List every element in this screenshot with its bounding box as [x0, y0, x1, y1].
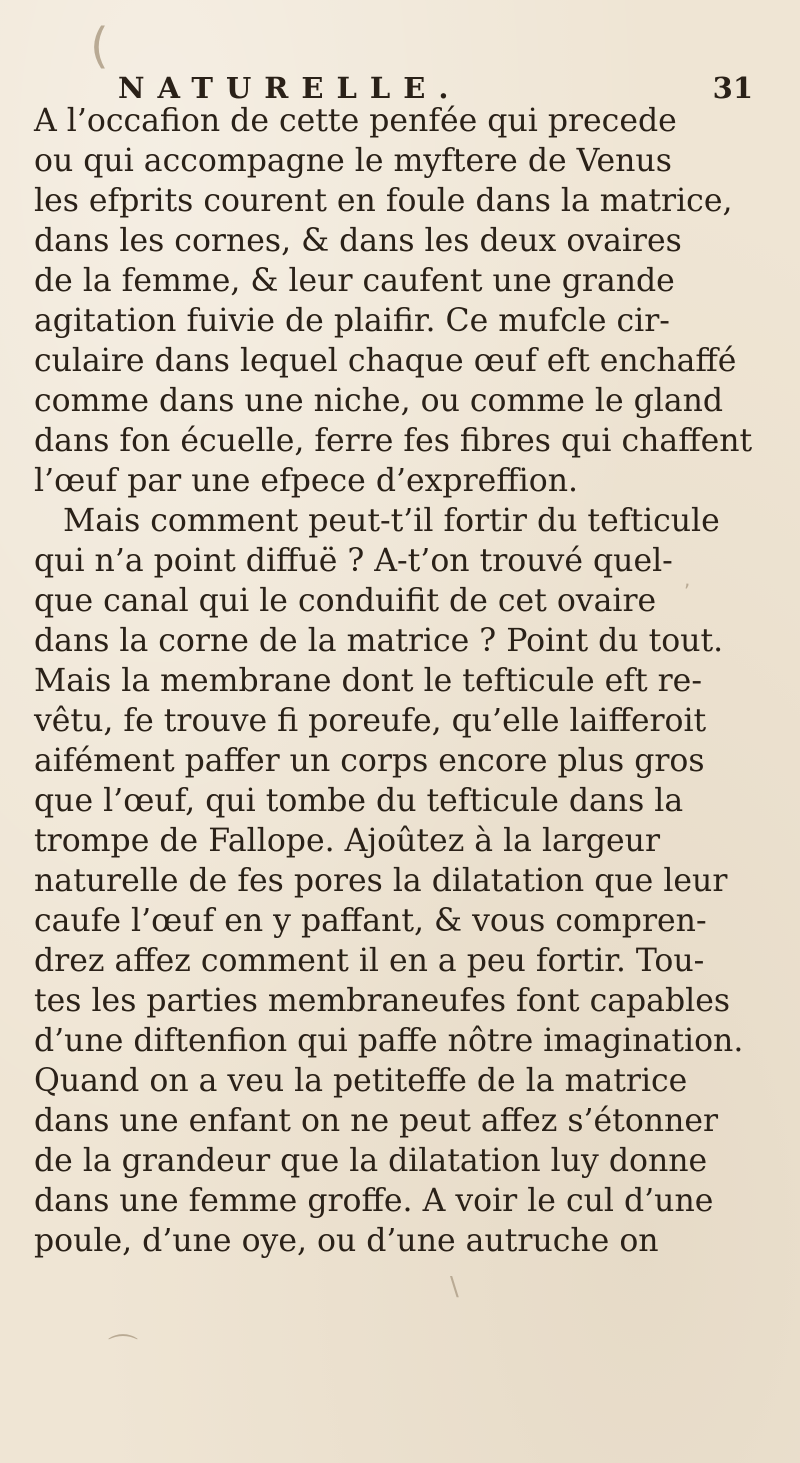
text-line: que l’œuf, qui tombe du tefticule dans la	[34, 783, 684, 819]
text-line: dans fon écuelle, ferre fes fibres qui chaffent	[34, 423, 753, 459]
text-line: les efprits courent en foule dans la matrice,	[34, 183, 733, 219]
text-line: dans les cornes, & dans les deux ovaires	[34, 223, 682, 259]
text-line: l’œuf par une efpece d’expreffion.	[34, 463, 579, 499]
text-line: dans une enfant on ne peut affez s’étonner	[34, 1103, 719, 1139]
text-line: drez affez comment il en a peu fortir. Tou-	[34, 943, 705, 979]
text-line: tes les parties membraneufes font capables	[34, 983, 730, 1019]
text-line: que canal qui le conduifit de cet ovaire	[34, 583, 657, 619]
text-line: A l’occafion de cette penfée qui precede	[34, 103, 677, 139]
text-line: qui n’a point diffuë ? A-t’on trouvé quel-	[34, 543, 673, 579]
text-line: Mais la membrane dont le tefticule eft re-	[34, 663, 702, 699]
ink-mark-top: (	[90, 18, 109, 74]
text-line: dans une femme groffe. A voir le cul d’une	[34, 1183, 714, 1219]
text-line: naturelle de fes pores la dilatation que leur	[34, 863, 728, 899]
text-line: caufe l’œuf en y paffant, & vous compren-	[34, 903, 707, 939]
text-line: de la grandeur que la dilatation luy donne	[34, 1143, 708, 1179]
text-line: trompe de Fallope. Ajoûtez à la largeur	[34, 823, 661, 859]
ink-mark-bottom: \	[450, 1272, 459, 1302]
text-line: dans la corne de la matrice ? Point du tout.	[34, 623, 724, 659]
text-line: culaire dans lequel chaque œuf eft enchaffé	[34, 343, 737, 379]
text-line: poule, d’une oye, ou d’une autruche on	[34, 1223, 659, 1259]
running-head: NATURELLE.	[118, 71, 462, 105]
page-text	[34, 101, 764, 1261]
ink-mark-right: ,	[684, 567, 691, 591]
text-line: aifément paffer un corps encore plus gros	[34, 743, 705, 779]
text-line: vêtu, fe trouve fi poreufe, qu’elle laifferoit	[34, 703, 707, 739]
text-line: comme dans une niche, ou comme le gland	[34, 383, 724, 419]
text-line: ou qui accompagne le myftere de Venus	[34, 143, 672, 179]
page-number: 31	[712, 71, 753, 105]
paragraph-first-line: Mais comment peut-t’il fortir du tefticule	[63, 503, 720, 539]
text-line: d’une diftenfion qui paffe nôtre imagination.	[34, 1023, 744, 1059]
text-line: de la femme, & leur caufent une grande	[34, 263, 675, 299]
text-line: agitation fuivie de plaifir. Ce mufcle cir-	[34, 303, 670, 339]
ink-mark-lower: ⌒	[108, 1333, 138, 1368]
text-line: Quand on a veu la petiteffe de la matrice	[34, 1063, 688, 1099]
